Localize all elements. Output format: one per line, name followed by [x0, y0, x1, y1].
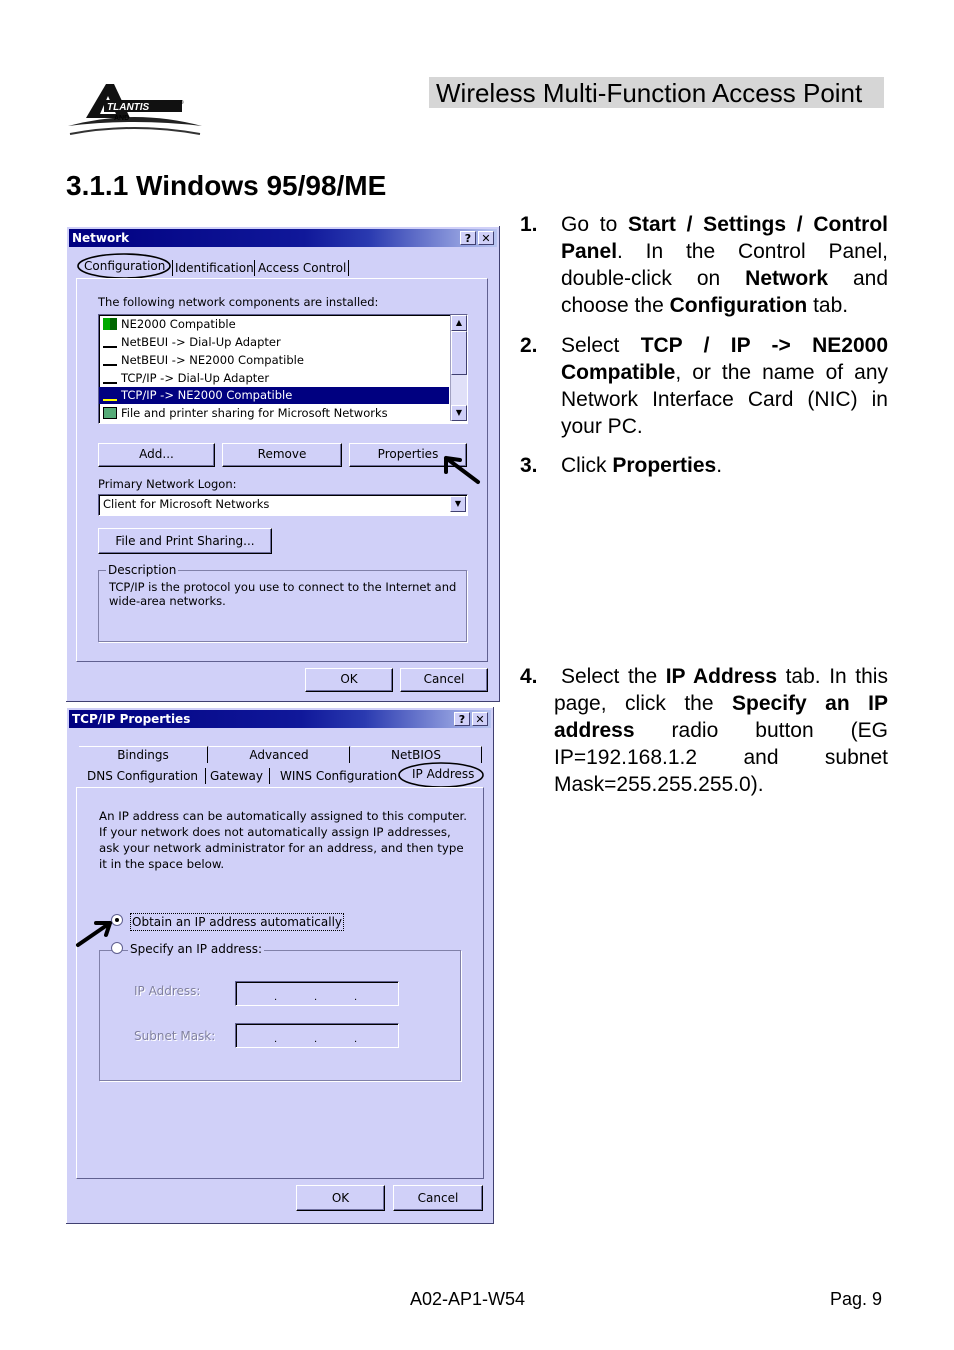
- ok-button[interactable]: OK: [296, 1185, 385, 1211]
- protocol-icon: [103, 352, 117, 366]
- sharing-icon: [103, 407, 117, 419]
- ip-address-label: IP Address:: [134, 984, 201, 998]
- svg-text:TLANTIS: TLANTIS: [107, 102, 150, 113]
- intro-text: An IP address can be automatically assigned to this computer. If your network does not automatically assign IP addresses, ask your network administrator for an address, and then type it in the space below.: [99, 809, 468, 871]
- cancel-button[interactable]: Cancel: [400, 668, 488, 692]
- remove-button[interactable]: Remove: [222, 443, 342, 467]
- description-text: TCP/IP is the protocol you use to connect to the Internet and wide-area networks.: [109, 580, 457, 608]
- step-1-number: 1.: [520, 213, 538, 236]
- ip-address-field[interactable]: . . .: [235, 981, 399, 1006]
- tab-access-control[interactable]: Access Control: [254, 260, 349, 276]
- network-titlebar: [69, 229, 497, 247]
- components-list[interactable]: [98, 314, 468, 424]
- network-card-icon: [103, 318, 117, 330]
- list-item[interactable]: NetBEUI -> Dial-Up Adapter: [103, 334, 281, 351]
- cancel-button[interactable]: Cancel: [393, 1185, 483, 1211]
- pointer-arrow-icon: [74, 915, 116, 949]
- description-label: Description: [108, 563, 177, 577]
- tcpip-dialog: [65, 706, 495, 1225]
- file-print-sharing-button[interactable]: File and Print Sharing...: [98, 528, 272, 554]
- tab-bindings[interactable]: Bindings: [79, 746, 208, 763]
- atlantis-logo: [64, 78, 206, 140]
- tab-configuration[interactable]: Configuration: [84, 259, 166, 273]
- tab-gateway[interactable]: Gateway: [210, 768, 270, 784]
- footer-doc-code: A02-AP1-W54: [410, 1289, 526, 1309]
- step-4-number: 4.: [520, 665, 538, 688]
- step-2-number: 2.: [520, 334, 538, 357]
- list-item[interactable]: File and printer sharing for Microsoft Networks: [103, 405, 388, 422]
- close-button[interactable]: ✕: [478, 231, 494, 245]
- tab-netbios[interactable]: NetBIOS: [351, 746, 482, 763]
- svg-text:AND: AND: [114, 115, 130, 122]
- svg-text:®: ®: [180, 100, 184, 106]
- logon-value: Client for Microsoft Networks: [103, 497, 270, 511]
- list-scrollbar[interactable]: [450, 315, 467, 421]
- network-dialog: [65, 225, 501, 703]
- protocol-icon: [103, 334, 117, 348]
- step-4-text: Select the IP Address tab. In this page, click the Specify an IP address radio button (EG IP=192.168.1.2 and subnet Mask=255.255.255.0).: [554, 665, 888, 796]
- protocol-icon: [103, 387, 117, 401]
- scroll-down-icon[interactable]: ▼: [451, 405, 467, 421]
- footer-page-number: Pag. 9: [830, 1289, 883, 1309]
- step-3-number: 3.: [520, 454, 538, 477]
- scroll-up-icon[interactable]: ▲: [451, 315, 467, 331]
- chevron-down-icon[interactable]: ▼: [450, 496, 466, 512]
- specify-ip-group: [99, 950, 461, 1081]
- help-button[interactable]: ?: [454, 712, 470, 726]
- help-button[interactable]: ?: [460, 231, 476, 245]
- ok-button[interactable]: OK: [305, 668, 393, 692]
- obtain-ip-label[interactable]: Obtain an IP address automatically: [132, 915, 343, 929]
- section-title: 3.1.1 Windows 95/98/ME: [66, 170, 387, 201]
- tab-identification[interactable]: Identification: [172, 260, 254, 276]
- tcpip-title: TCP/IP Properties: [72, 712, 191, 726]
- header-title: Wireless Multi-Function Access Point: [436, 78, 863, 108]
- list-item[interactable]: NetBEUI -> NE2000 Compatible: [103, 352, 304, 369]
- specify-ip-radio[interactable]: [111, 942, 123, 954]
- tab-highlight-ellipse: [76, 252, 172, 280]
- protocol-icon: [103, 370, 117, 384]
- tab-ip-address[interactable]: IP Address: [412, 767, 475, 781]
- components-label: The following network components are installed:: [98, 295, 379, 309]
- network-title: Network: [72, 231, 130, 245]
- step-2-text: Select TCP / IP -> NE2000 Compatible, or the name of any Network Interface Card (NIC) in your PC.: [561, 334, 889, 438]
- tab-wins-configuration[interactable]: WINS Configuration: [280, 769, 398, 783]
- subnet-mask-field[interactable]: . . .: [235, 1023, 399, 1048]
- logon-label: Primary Network Logon:: [98, 477, 237, 491]
- tab-advanced[interactable]: Advanced: [209, 746, 350, 763]
- subnet-mask-label: Subnet Mask:: [134, 1029, 216, 1043]
- tab-dns-configuration[interactable]: DNS Configuration: [87, 768, 206, 784]
- list-item[interactable]: NE2000 Compatible: [103, 316, 236, 333]
- scroll-thumb[interactable]: [451, 331, 467, 375]
- logon-select[interactable]: [98, 494, 468, 516]
- list-item[interactable]: TCP/IP -> Dial-Up Adapter: [103, 370, 269, 387]
- add-button[interactable]: Add...: [98, 443, 215, 467]
- pointer-arrow-icon: [442, 454, 482, 488]
- specify-ip-label[interactable]: Specify an IP address:: [130, 942, 263, 956]
- properties-button[interactable]: Properties: [349, 443, 467, 467]
- step-1-text: Go to Start / Settings / Control Panel. In the Control Panel, double-click on Network and choose the Configuration tab.: [561, 213, 889, 317]
- step-3-text: Click Properties.: [561, 454, 723, 477]
- list-item-selected[interactable]: TCP/IP -> NE2000 Compatible: [99, 387, 449, 404]
- close-button[interactable]: ✕: [472, 712, 488, 726]
- tcpip-titlebar: [69, 710, 491, 728]
